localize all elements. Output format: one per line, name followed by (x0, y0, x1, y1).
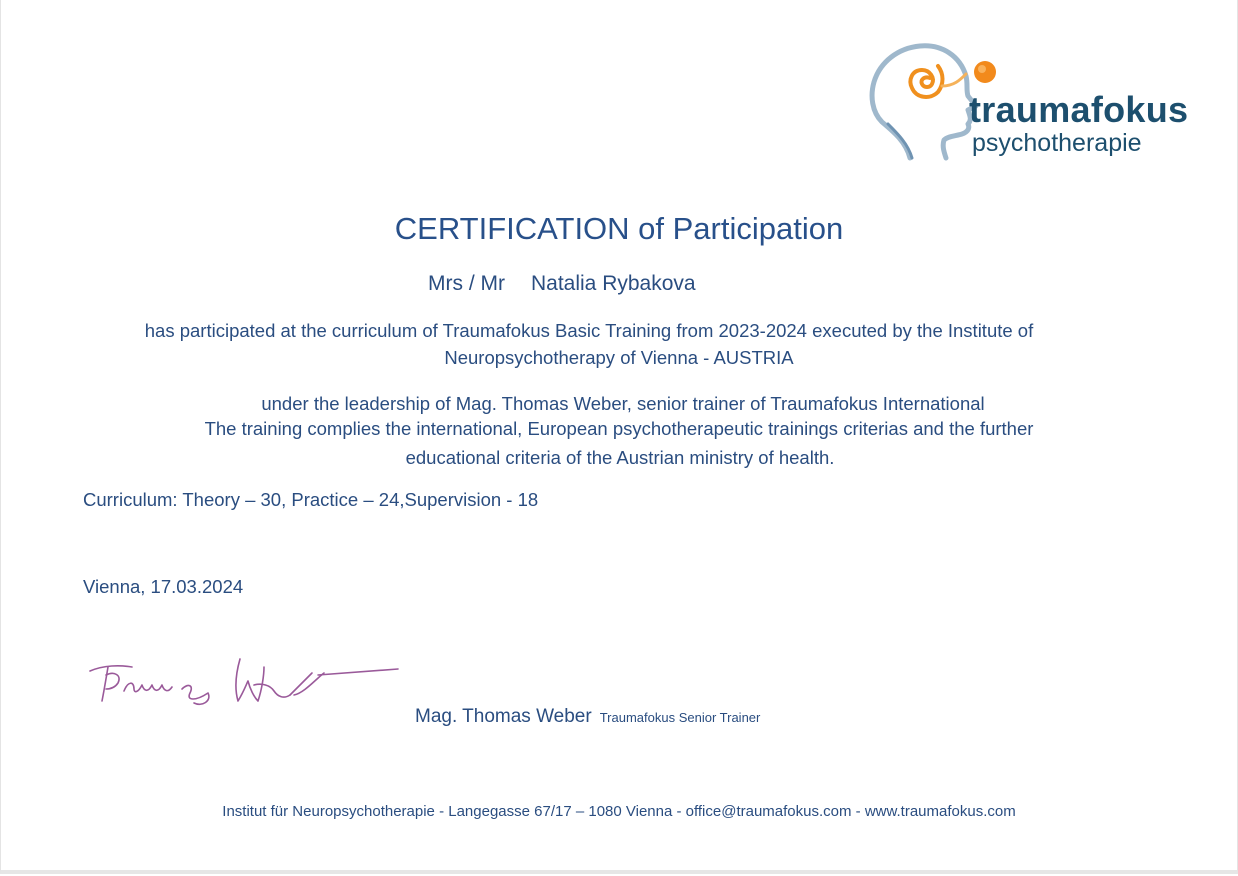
curriculum-hours: Curriculum: Theory – 30, Practice – 24,Supervision - 18 (83, 489, 539, 510)
place-and-date: Vienna, 17.03.2024 (83, 576, 244, 597)
participation-text-line-2: Neuropsychotherapy of Vienna - AUSTRIA (444, 347, 794, 368)
participation-text-line-1: has participated at the curriculum of Traumafokus Basic Training from 2023-2024 executed by the Institute of (144, 320, 1034, 341)
signer-block (415, 706, 760, 728)
signer-name: Mag. Thomas Weber (415, 706, 592, 727)
footer-address: Institut für Neuropsychotherapie - Langegasse 67/17 – 1080 Vienna - office@traumafokus.com - www.traumafokus.com (222, 803, 1016, 820)
handwritten-signature (84, 645, 404, 715)
participant-line (428, 272, 696, 296)
leadership-text-line-2: The training complies the international, European psychotherapeutic trainings criterias and the further (204, 418, 1034, 439)
signer-role: Traumafokus Senior Trainer (599, 710, 761, 725)
certificate-title: CERTIFICATION of Participation (394, 211, 844, 246)
leadership-text-line-3: educational criteria of the Austrian ministry of health. (405, 447, 835, 468)
leadership-text-line-1: under the leadership of Mag. Thomas Weber, senior trainer of Traumafokus International (261, 393, 985, 414)
logo-brand-text: traumafokus (969, 89, 1189, 130)
salutation: Mrs / Mr (428, 272, 505, 295)
participant-name: Natalia Rybakova (530, 272, 696, 295)
logo-subtitle-text: psychotherapie (972, 129, 1142, 157)
traumafokus-logo (868, 40, 1208, 165)
